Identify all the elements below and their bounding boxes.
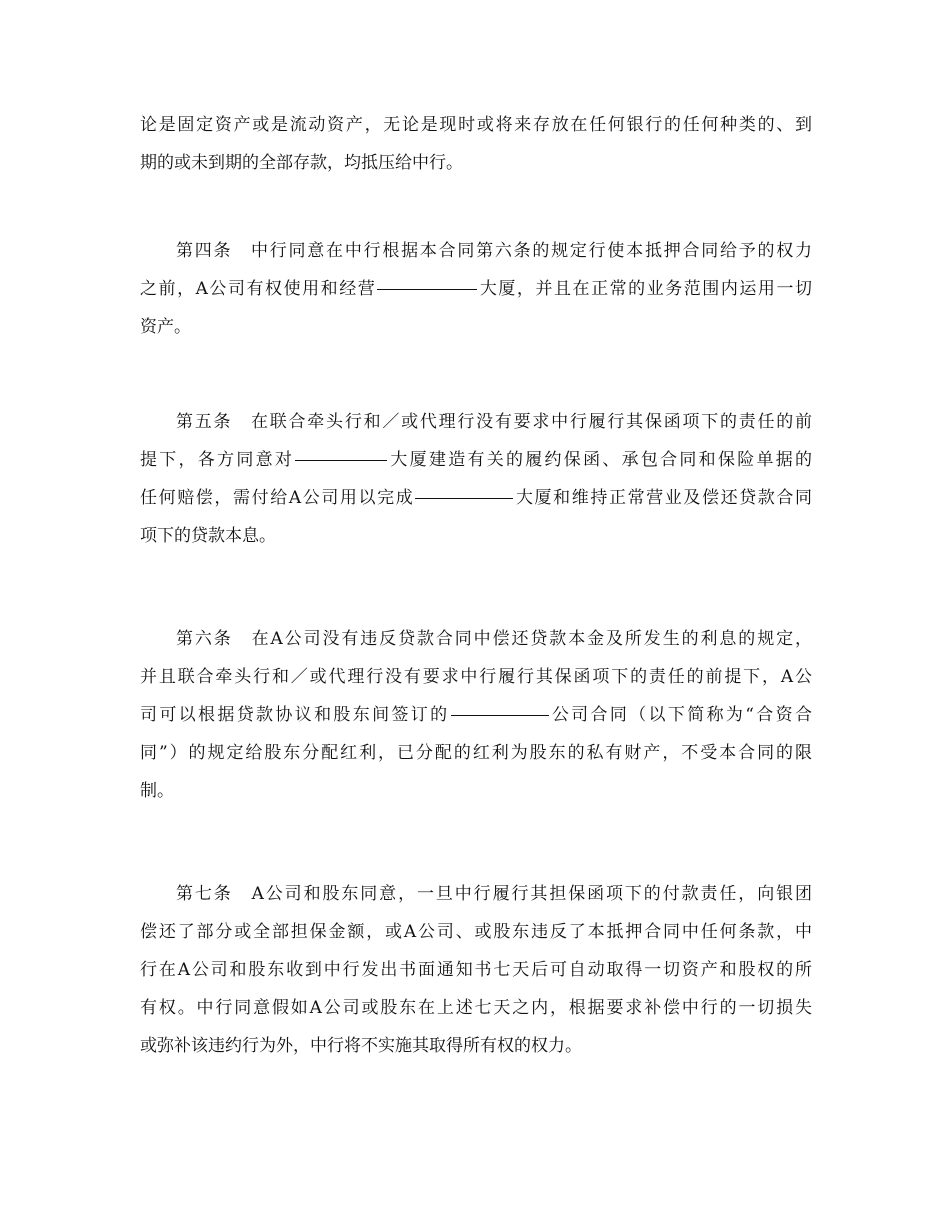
text-segment: 大厦和维持正常营业及偿还贷款合同 xyxy=(514,488,812,508)
fill-in-blank xyxy=(377,288,477,290)
text-segment: 公司合同（以下简称为“合资合 xyxy=(549,705,812,725)
text-segment: 大厦建造有关的履约保函、承包合同和保险单据的 xyxy=(388,450,812,470)
text-line: 论是固定资产或是流动资产，无论是现时或将来存放在任何银行的任何种类的、到 xyxy=(140,115,812,135)
text-line: 第七条 A公司和股东同意，一旦中行履行其担保函项下的付款责任，向银团 xyxy=(176,884,812,904)
text-line xyxy=(140,696,812,734)
paragraph-article-4 xyxy=(140,232,812,346)
fill-in-blank xyxy=(415,497,513,499)
fill-in-blank xyxy=(295,459,387,461)
text-line: 有权。中行同意假如A公司或股东在上述七天之内，根据要求补偿中行的一切损失 xyxy=(140,998,812,1018)
text-line xyxy=(140,479,812,517)
fill-in-blank xyxy=(451,714,549,716)
paragraph-deposits-pledge xyxy=(140,106,812,182)
text-line: 制。 xyxy=(140,781,174,801)
text-line: 偿还了部分或全部担保金额，或A公司、或股东违反了本抵押合同中任何条款，中 xyxy=(140,922,812,942)
text-line: 并且联合牵头行和／或代理行没有要求中行履行其保函项下的责任的前提下，A公 xyxy=(140,667,812,687)
paragraph-article-7 xyxy=(140,875,812,1065)
paragraph-article-5 xyxy=(140,403,812,555)
text-segment: 之前，A公司有权使用和经营 xyxy=(140,279,377,299)
text-line: 期的或未到期的全部存款，均抵压给中行。 xyxy=(140,153,463,173)
text-line: 行在A公司和股东收到中行发出书面通知书七天后可自动取得一切资产和股权的所 xyxy=(140,960,812,980)
text-segment: 任何赔偿，需付给A公司用以完成 xyxy=(140,488,415,508)
text-line: 第六条 在A公司没有违反贷款合同中偿还贷款本金及所发生的利息的规定， xyxy=(176,629,812,649)
text-line xyxy=(140,441,812,479)
text-segment: 司可以根据贷款协议和股东间签订的 xyxy=(140,705,450,725)
text-line: 同”）的规定给股东分配红利，已分配的红利为股东的私有财产，不受本合同的限 xyxy=(140,743,812,763)
text-line xyxy=(140,270,812,308)
text-segment: 大厦，并且在正常的业务范围内运用一切 xyxy=(478,279,812,299)
text-line: 项下的贷款本息。 xyxy=(140,526,276,546)
text-line: 或弥补该违约行为外，中行将不实施其取得所有权的权力。 xyxy=(140,1036,582,1056)
text-line: 资产。 xyxy=(140,317,191,337)
text-line: 第五条 在联合牵头行和／或代理行没有要求中行履行其保函项下的责任的前 xyxy=(176,412,812,432)
text-line: 第四条 中行同意在中行根据本合同第六条的规定行使本抵押合同给予的权力 xyxy=(176,241,812,261)
paragraph-article-6 xyxy=(140,620,812,810)
text-segment: 提下，各方同意对 xyxy=(140,450,295,470)
